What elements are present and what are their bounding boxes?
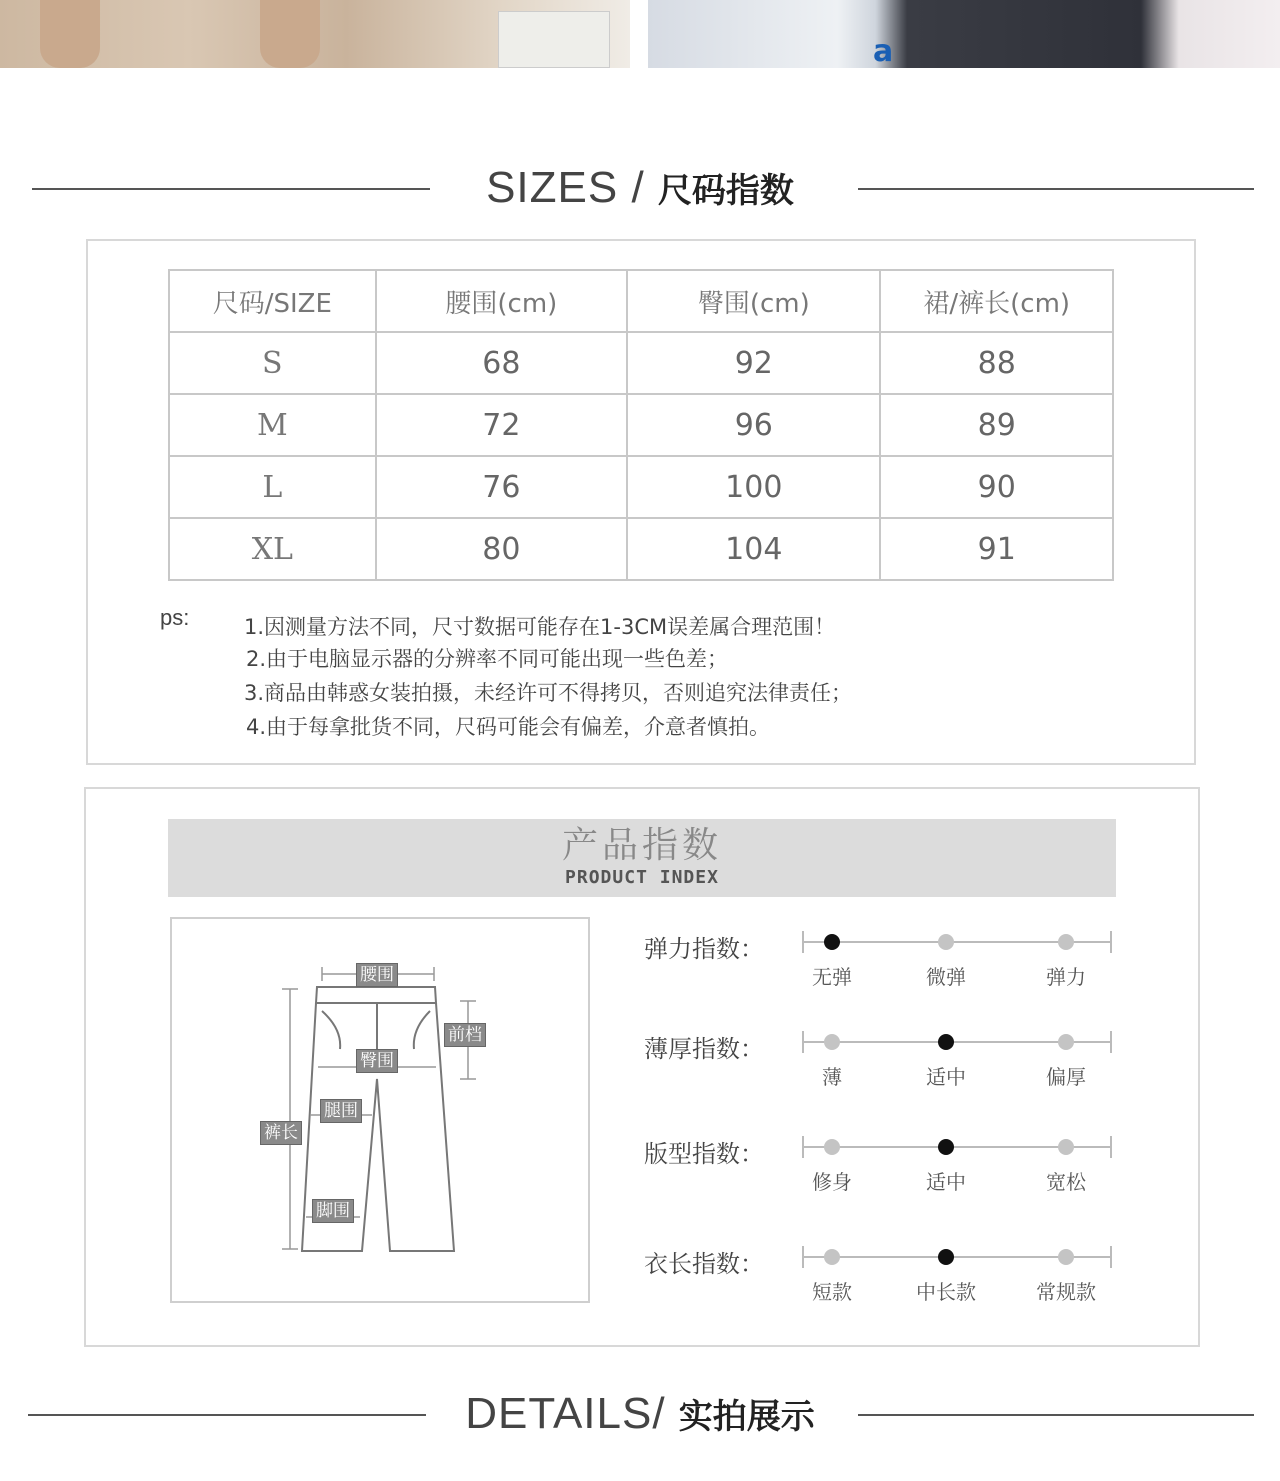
elasticity-index	[644, 929, 1124, 1009]
track-tick	[802, 1246, 804, 1268]
length-cell: 89	[880, 394, 1113, 456]
waist-cell: 80	[376, 518, 627, 580]
length-cell: 88	[880, 332, 1113, 394]
pants-measurement-diagram	[170, 917, 590, 1303]
index-dot	[938, 934, 954, 950]
index-label: 版型指数：	[644, 1140, 764, 1168]
index-option: 修身	[812, 1170, 852, 1194]
rise-label: 前档	[444, 1023, 486, 1047]
table-row	[169, 456, 1113, 518]
sizes-section-title	[0, 158, 1280, 218]
product-index-panel	[84, 787, 1200, 1347]
photo-leg	[260, 0, 320, 68]
size-cell: L	[169, 456, 376, 518]
hip-label: 臀围	[356, 1049, 398, 1073]
product-photo-right	[648, 0, 1280, 68]
waist-cell: 68	[376, 332, 627, 394]
track-tick	[802, 1031, 804, 1053]
hip-cell: 104	[627, 518, 880, 580]
index-dot	[938, 1034, 954, 1050]
photo-logo: a	[873, 34, 894, 68]
length-index	[644, 1244, 1124, 1324]
note-line: 1.因测量方法不同，尺寸数据可能存在1-3CM误差属合理范围！	[244, 615, 836, 639]
index-dot	[1058, 1139, 1074, 1155]
track-tick	[1110, 931, 1112, 953]
index-option: 薄	[822, 1065, 842, 1089]
index-dot	[1058, 1034, 1074, 1050]
note-line: 4.由于每拿批货不同，尺码可能会有偏差，介意者慎拍。	[246, 715, 771, 739]
column-header: 腰围(cm)	[376, 270, 627, 332]
sizes-title-zh: 尺码指数	[657, 171, 794, 211]
index-dot	[938, 1249, 954, 1265]
sizes-title-en: SIZES	[486, 163, 619, 212]
index-option: 宽松	[1046, 1170, 1086, 1194]
index-label: 衣长指数：	[644, 1250, 764, 1278]
length-label: 裤长	[260, 1121, 302, 1145]
product-index-title-zh: 产品指数	[561, 825, 722, 866]
details-title-zh: 实拍展示	[678, 1397, 815, 1437]
details-section-title	[0, 1384, 1280, 1444]
index-option: 短款	[812, 1280, 852, 1304]
table-row	[169, 332, 1113, 394]
index-option: 微弹	[926, 965, 966, 989]
table-row	[169, 518, 1113, 580]
hip-cell: 92	[627, 332, 880, 394]
hip-cell: 96	[627, 394, 880, 456]
column-header: 裙/裤长(cm)	[880, 270, 1113, 332]
waist-cell: 76	[376, 456, 627, 518]
hem-label: 脚围	[312, 1199, 354, 1223]
index-dot	[824, 1249, 840, 1265]
table-header-row	[169, 270, 1113, 332]
track-tick	[802, 1136, 804, 1158]
details-title-en: DETAILS	[465, 1389, 653, 1438]
thickness-index	[644, 1029, 1124, 1109]
index-option: 中长款	[916, 1280, 976, 1304]
index-option: 适中	[926, 1170, 966, 1194]
product-index-title-en: PRODUCT INDEX	[565, 867, 719, 888]
track-tick	[802, 931, 804, 953]
column-header: 臀围(cm)	[627, 270, 880, 332]
length-cell: 90	[880, 456, 1113, 518]
sizes-title-sep: /	[618, 163, 658, 212]
size-chart-panel	[86, 239, 1196, 765]
thigh-label: 腿围	[320, 1099, 362, 1123]
index-dot	[938, 1139, 954, 1155]
index-option: 常规款	[1036, 1280, 1096, 1304]
index-label: 弹力指数：	[644, 935, 764, 963]
index-dot	[1058, 1249, 1074, 1265]
photo-leg	[40, 0, 100, 68]
size-cell: M	[169, 394, 376, 456]
note-line: 3.商品由韩惑女装拍摄，未经许可不得拷贝，否则追究法律责任；	[244, 681, 853, 705]
notes-prefix: ps:	[160, 605, 190, 630]
index-option: 无弹	[812, 965, 852, 989]
index-dot	[824, 934, 840, 950]
details-title-sep: /	[652, 1389, 679, 1438]
note-line: 2.由于电脑显示器的分辨率不同可能出现一些色差；	[246, 647, 729, 671]
index-option: 偏厚	[1046, 1065, 1086, 1089]
index-dot	[1058, 934, 1074, 950]
index-option: 弹力	[1046, 965, 1086, 989]
table-row	[169, 394, 1113, 456]
index-option: 适中	[926, 1065, 966, 1089]
size-cell: S	[169, 332, 376, 394]
product-photo-left	[0, 0, 630, 68]
hip-cell: 100	[627, 456, 880, 518]
index-dot	[824, 1139, 840, 1155]
column-header: 尺码/SIZE	[169, 270, 376, 332]
size-cell: XL	[169, 518, 376, 580]
index-dot	[824, 1034, 840, 1050]
track-tick	[1110, 1031, 1112, 1053]
length-cell: 91	[880, 518, 1113, 580]
track-tick	[1110, 1246, 1112, 1268]
waist-cell: 72	[376, 394, 627, 456]
size-table	[168, 269, 1114, 581]
waist-label: 腰围	[356, 963, 398, 987]
product-index-header	[168, 819, 1116, 897]
photo-bag	[498, 11, 610, 68]
index-label: 薄厚指数：	[644, 1035, 764, 1063]
track-tick	[1110, 1136, 1112, 1158]
fit-index	[644, 1134, 1124, 1214]
